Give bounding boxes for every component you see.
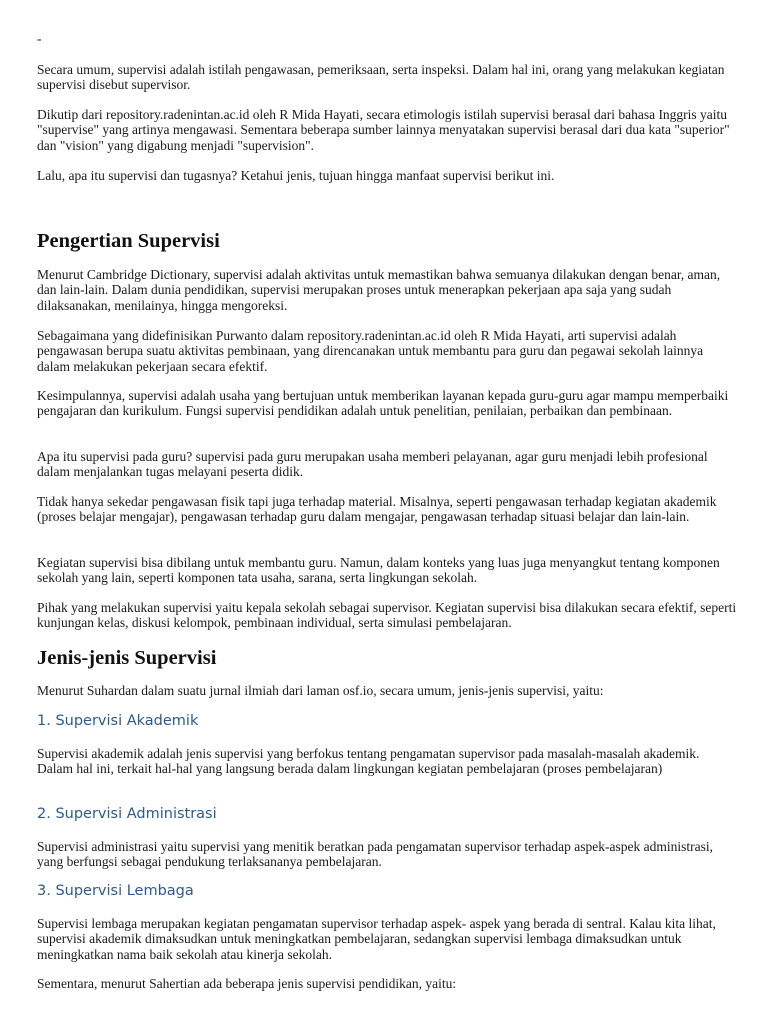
paragraph-text: Secara umum, supervisi adalah istilah pengawasan, pemeriksaan, serta inspeksi. Dalam hal ini, orang yang melakukan kegiatan supervisi disebut supervisor. xyxy=(37,62,725,93)
paragraph-text: Supervisi akademik adalah jenis supervisi yang berfokus tentang pengamatan supervisor pada masalah-masalah akademik. Dalam hal ini, terkait hal-hal yang langsung berada dalam lingkungan kegiatan pembelajaran (proses pembelajaran) xyxy=(37,746,700,777)
section-jenis xyxy=(37,646,737,670)
subsection-heading: 2. Supervisi Administrasi xyxy=(37,806,217,822)
paragraph-text: Lalu, apa itu supervisi dan tugasnya? Ketahui jenis, tujuan hingga manfaat supervisi berikut ini. xyxy=(37,168,555,183)
jenis-intro-paragraph xyxy=(37,683,737,698)
section-pengertian xyxy=(37,229,737,253)
paragraph-text: Supervisi administrasi yaitu supervisi yang menitik beratkan pada pengamatan supervisor terhadap aspek-aspek administrasi, yang berfungsi sebagai pendukung terlaksananya pembelajaran. xyxy=(37,839,713,870)
administrasi-paragraph xyxy=(37,839,737,870)
paragraph-text: Apa itu supervisi pada guru? supervisi pada guru merupakan usaha memberi pelayanan, agar guru menjadi lebih profesional dalam menjalankan tugas melayani peserta didik. xyxy=(37,449,708,480)
subsection-heading: 1. Supervisi Akademik xyxy=(37,713,199,729)
paragraph-text: Kesimpulannya, supervisi adalah usaha yang bertujuan untuk memberikan layanan kepada guru-guru agar mampu memperbaiki pengajaran dan kurikulum. Fungsi supervisi pendidikan adalah untuk penelitian, penilaian, perbaikan dan pembinaan. xyxy=(37,388,729,419)
paragraph-text: Supervisi lembaga merupakan kegiatan pengamatan supervisor terhadap aspek- aspek yang berada di sentral. Kalau kita lihat, supervisi akademik dimaksudkan untuk meningkatkan pembelajaran, sedangkan supervisi lembaga dimaksudkan untuk meningkatkan nama baik sekolah atau kinerja sekolah. xyxy=(37,916,716,962)
pengertian-paragraph-1 xyxy=(37,267,737,313)
paragraph-text: Sementara, menurut Sahertian ada beberapa jenis supervisi pendidikan, yaitu: xyxy=(37,976,457,991)
subsection-lembaga xyxy=(37,882,737,900)
subsection-administrasi xyxy=(37,805,737,823)
intro-paragraph-1 xyxy=(37,62,737,93)
section-heading: Jenis-jenis Supervisi xyxy=(37,647,217,669)
section-heading: Pengertian Supervisi xyxy=(37,230,220,252)
paragraph-text: Pihak yang melakukan supervisi yaitu kepala sekolah sebagai supervisor. Kegiatan supervisi bisa dilakukan secara efektif, seperti kunjungan kelas, diskusi kelompok, pembinaan individual, serta simulasi pembelajaran. xyxy=(37,600,737,631)
leading-dash: - xyxy=(37,31,42,46)
akademik-paragraph xyxy=(37,746,737,777)
paragraph-text: Menurut Suhardan dalam suatu jurnal ilmiah dari laman osf.io, secara umum, jenis-jenis supervisi, yaitu: xyxy=(37,683,604,698)
pengertian-paragraph-3 xyxy=(37,388,737,419)
paragraph-text: Menurut Cambridge Dictionary, supervisi adalah aktivitas untuk memastikan bahwa semuanya dilakukan dengan benar, aman, dan lain-lain. Dalam dunia pendidikan, supervisi merupakan proses untuk menerapkan pekerjaan apa saja yang sudah dilaksanakan, menilainya, hingga mengoreksi. xyxy=(37,267,721,313)
lembaga-paragraph xyxy=(37,916,737,962)
pengertian-paragraph-6 xyxy=(37,555,737,586)
pengertian-paragraph-2 xyxy=(37,328,737,374)
intro-paragraph-3 xyxy=(37,168,737,183)
subsection-heading: 3. Supervisi Lembaga xyxy=(37,883,194,899)
paragraph-text: Dikutip dari repository.radenintan.ac.id oleh R Mida Hayati, secara etimologis istilah supervisi berasal dari bahasa Inggris yaitu "supervise" yang artinya mengawasi. Sementara beberapa sumber lainnya menyatakan supervisi berasal dari dua kata "superior" dan "vision" yang digabung menjadi "supervision". xyxy=(37,107,730,153)
pengertian-paragraph-5 xyxy=(37,494,737,525)
pengertian-paragraph-7 xyxy=(37,600,737,631)
subsection-akademik xyxy=(37,712,737,730)
paragraph-text: Kegiatan supervisi bisa dibilang untuk membantu guru. Namun, dalam konteks yang luas juga menyangkut tentang komponen sekolah yang lain, seperti komponen tata usaha, sarana, serta lingkungan sekolah. xyxy=(37,555,720,586)
paragraph-text: Tidak hanya sekedar pengawasan fisik tapi juga terhadap material. Misalnya, seperti pengawasan terhadap kegiatan akademik (proses belajar mengajar), pengawasan terhadap guru dalam mengajar, pengawasan terhadap situasi belajar dan lain-lain. xyxy=(37,494,717,525)
paragraph-text: Sebagaimana yang didefinisikan Purwanto dalam repository.radenintan.ac.id oleh R Mida Hayati, arti supervisi adalah pengawasan berupa suatu aktivitas pembinaan, yang direncanakan untuk membantu para guru dan pegawai sekolah lainnya dalam melakukan pekerjaan secara efektif. xyxy=(37,328,704,374)
pengertian-paragraph-4 xyxy=(37,449,737,480)
closing-paragraph xyxy=(37,976,737,991)
intro-paragraph-2 xyxy=(37,107,737,153)
